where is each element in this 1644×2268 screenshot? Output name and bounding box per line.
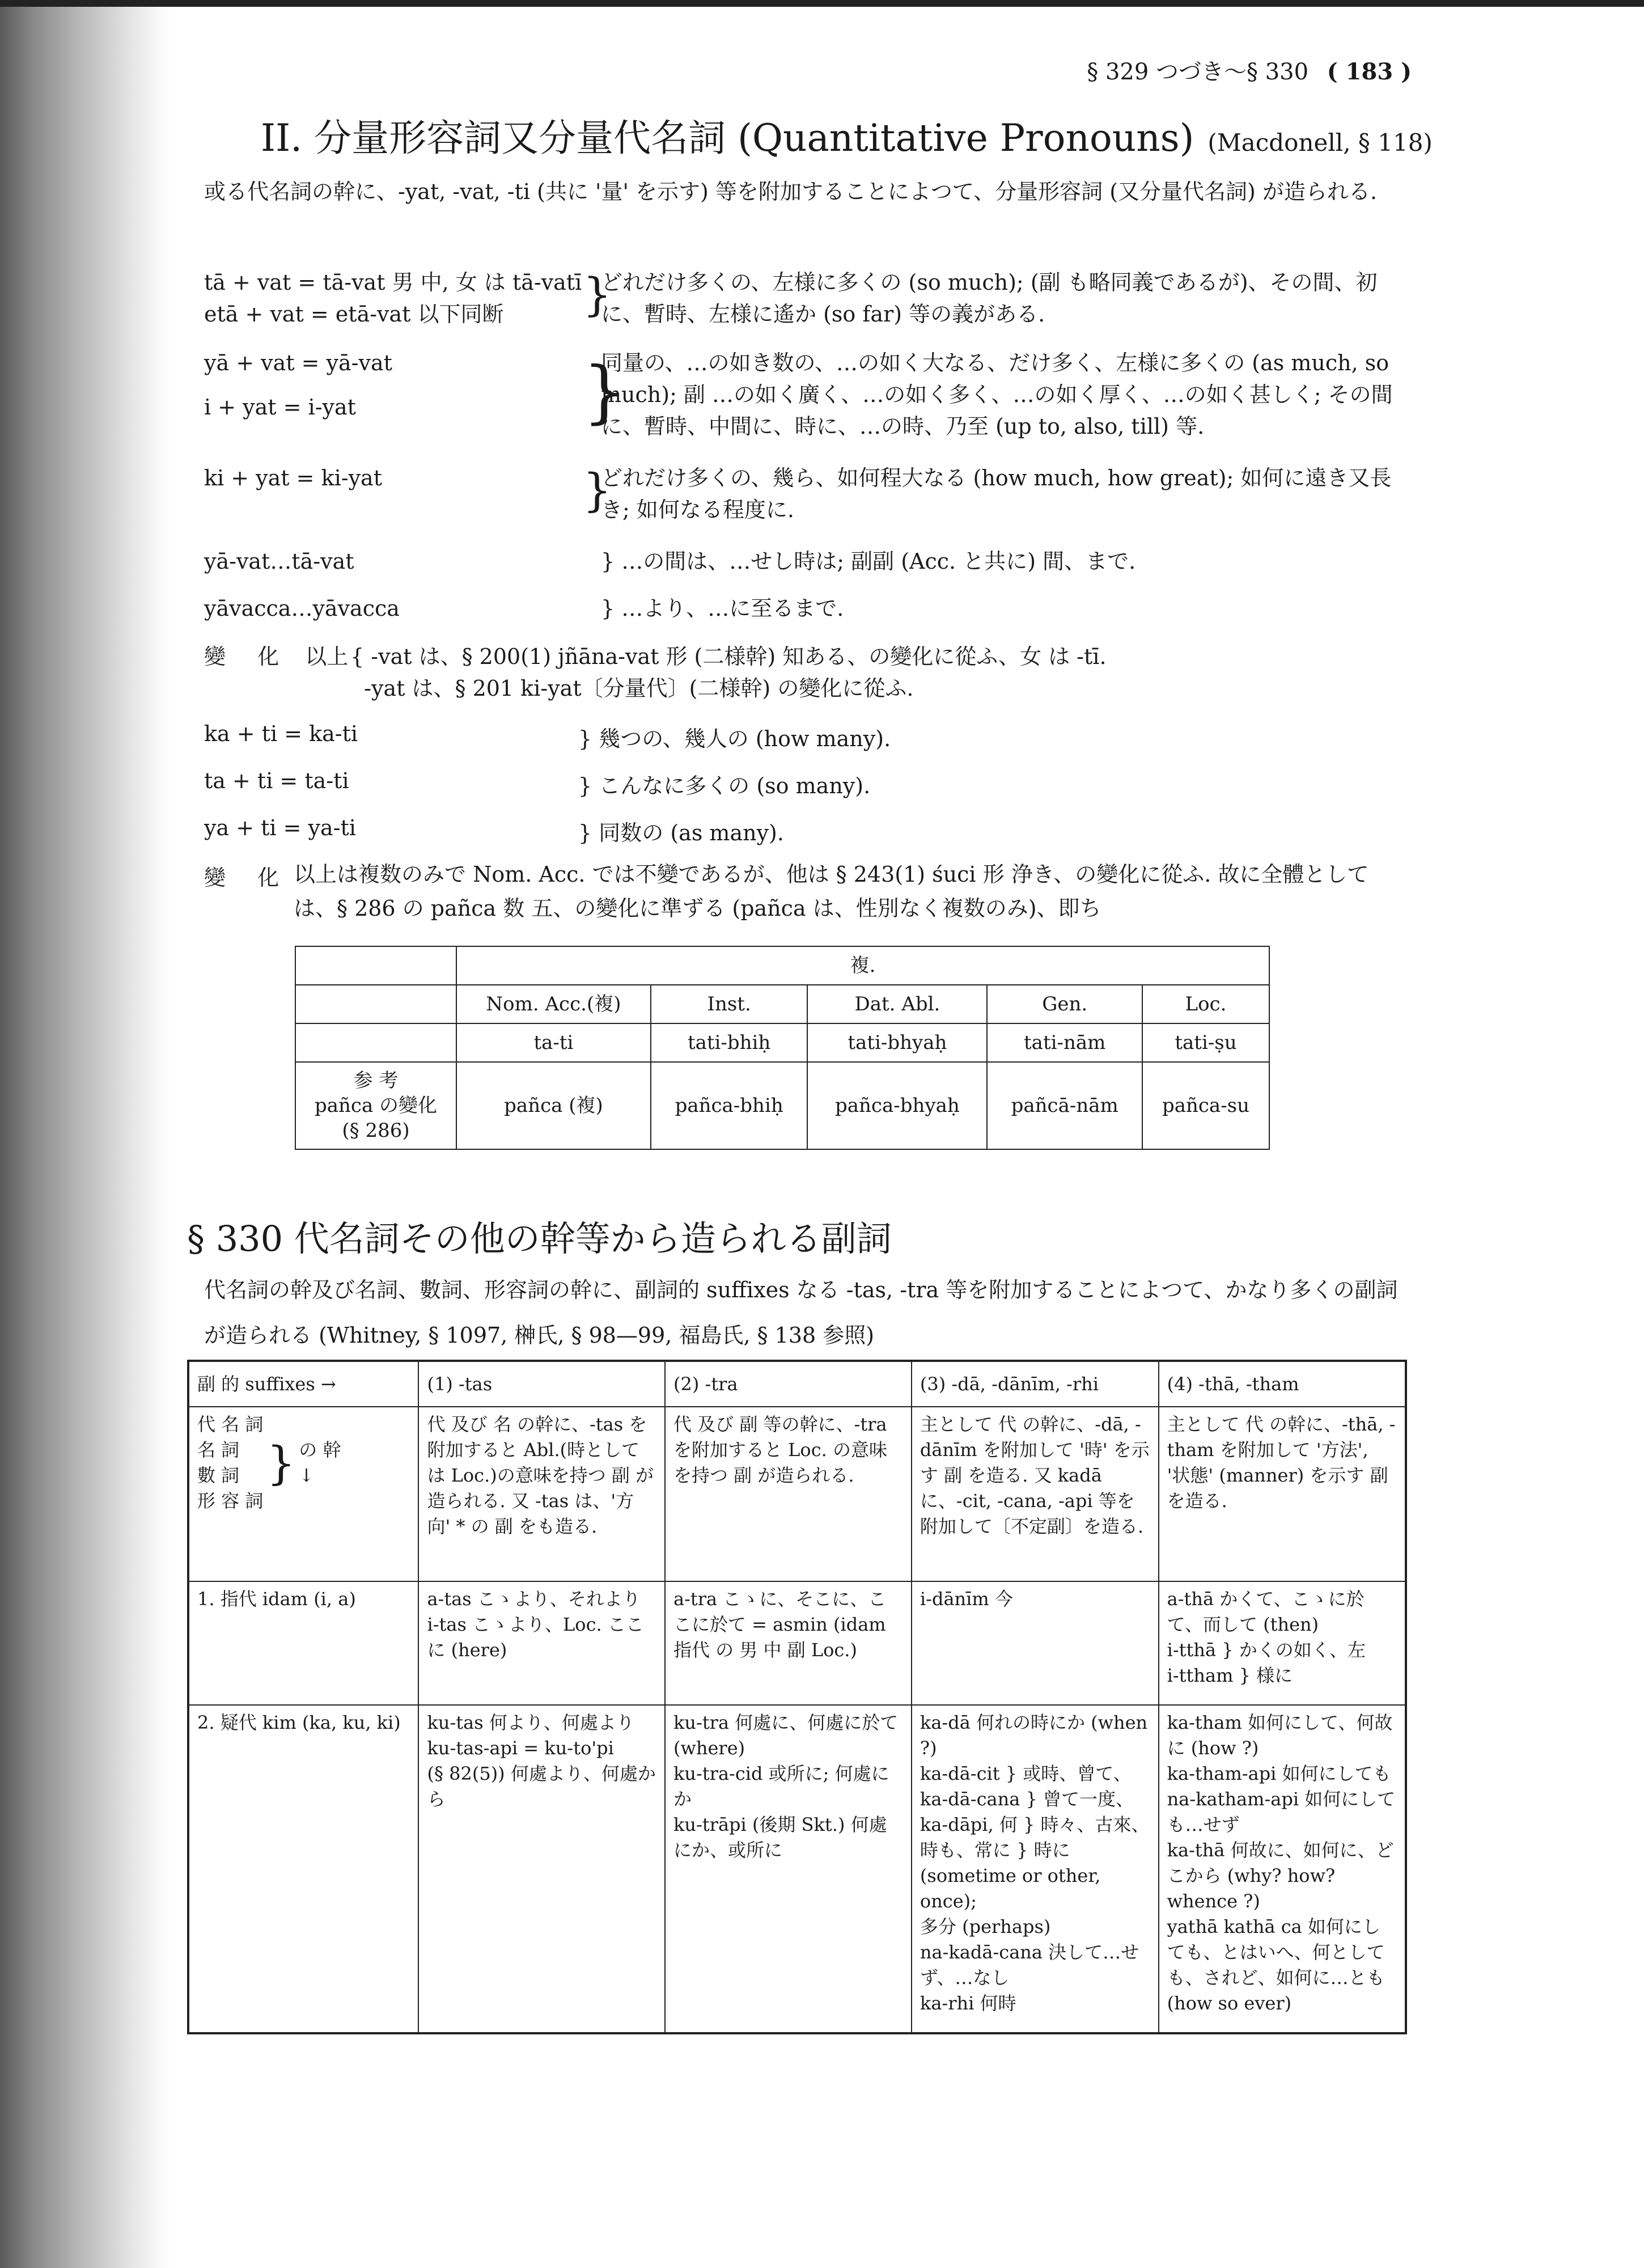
variation-line: { -vat は、§ 200(1) jñāna-vat 形 (二様幹) 知ある、の變化に從ふ、女 は -tī. <box>350 644 1107 669</box>
table-cell: 代 及び 名 の幹に、-tas を附加すると Abl.(時としては Loc.)の意味を持つ 副 が造られる. 又 -tas は、'方向' * の 副 をも造る. <box>418 1407 665 1581</box>
reference-label-cell <box>295 1062 456 1149</box>
table-cell <box>295 1023 456 1062</box>
declension-table <box>295 946 1270 1150</box>
variation-block-2 <box>204 862 298 894</box>
cell-line: ka-rhi 何時 <box>920 1992 1016 2014</box>
reference-label: 参 考 <box>353 1069 399 1092</box>
variation-block-1 <box>204 641 348 672</box>
cell-line: i-tthā } かくの如く、左 <box>1167 1639 1366 1661</box>
cell-line: ka-thā 何故に、如何に、どこから (why? how? whence ?) <box>1167 1839 1394 1912</box>
stem-list <box>197 1412 410 1514</box>
stem-item: 數 詞 <box>197 1465 240 1486</box>
table-cell <box>912 1581 1159 1705</box>
book-spine-shadow <box>0 0 170 2268</box>
table-cell: 代 及び 副 等の幹に、-tra を附加すると Loc. の意味を持つ 副 が造られる. <box>665 1407 912 1581</box>
table-cell: 主として 代 の幹に、-thā, -tham を附加して '方法', '状態' (manner) を示す 副 を造る. <box>1159 1407 1406 1581</box>
table-cell <box>665 1705 912 2033</box>
cell-line: i-dānīm 今 <box>920 1588 1013 1610</box>
brace: } <box>583 268 612 321</box>
table-cell <box>295 985 456 1023</box>
brace: } <box>266 1436 296 1490</box>
variation-label: 變 化 <box>204 865 292 890</box>
table-row <box>188 1705 1406 2033</box>
formula-desc-text: …より、…に至るまで. <box>621 596 844 621</box>
table-cell: pañca-bhyaḥ <box>807 1062 987 1149</box>
cell-line: a-thā かくて、こゝに於て、而して (then) <box>1167 1588 1365 1635</box>
formula-line: i + yat = i-yat <box>204 395 356 420</box>
cell-line: i-tas こゝより、Loc. ここに (here) <box>427 1614 644 1661</box>
table-cell <box>418 1705 665 2033</box>
formula2-rhs-text: こんなに多くの (so many). <box>599 773 871 798</box>
stem-suffix-text: の 幹 <box>299 1439 341 1461</box>
stem-cell: 1. 指代 idam (i, a) <box>188 1581 418 1705</box>
column-header: (2) -tra <box>665 1361 912 1407</box>
formula-block-2 <box>204 347 392 423</box>
formula2-rhs-text: 同数の (as many). <box>599 820 784 845</box>
cell-line: ka-tham 如何にして、何故に (how ?) <box>1167 1712 1393 1759</box>
top-border <box>0 0 1644 7</box>
formula-line: yā-vat…tā-vat <box>204 549 354 574</box>
variation-text-2: 以上は複数のみで Nom. Acc. では不變であるが、他は § 243(1) śuci 形 浄き、の變化に從ふ. 故に全體としては、§ 286 の pañca 数 五、の變化に準ずる (pañca は、性別なく複数のみ)、即ち <box>294 862 1369 921</box>
variation-lines-1 <box>350 641 1107 704</box>
section-intro: 代名詞の幹及び名詞、數詞、形容詞の幹に、副詞的 suffixes なる -tas, -tra 等を附加することによつて、かなり多くの副詞が造られる (Whitney, § 1097, 榊氏, § 98—99, 福島氏, § 138 参照) <box>204 1277 1398 1348</box>
table-cell <box>912 1705 1159 2033</box>
table-cell: pañca (複) <box>456 1062 651 1149</box>
table-cell: pañcā-nām <box>987 1062 1142 1149</box>
formula2-rhs-text: 幾つの、幾人の (how many). <box>599 726 891 751</box>
table-cell: tati-ṣu <box>1142 1023 1269 1062</box>
cell-line: ku-trāpi (後期 Skt.) 何處にか、或所に <box>673 1814 887 1861</box>
formula-line: yāvacca…yāvacca <box>204 596 400 621</box>
formula-desc-1: どれだけ多くの、左様に多くの (so much); (副 も略同義であるが)、その間、初に、暫時、左様に遙か (so far) 等の義がある. <box>601 270 1378 327</box>
column-header: Inst. <box>651 985 807 1023</box>
cell-line: ka-tham-api 如何にしても <box>1167 1763 1391 1784</box>
table-cell: tati-nām <box>987 1023 1142 1062</box>
column-header: Dat. Abl. <box>807 985 987 1023</box>
adverb-table <box>187 1360 1407 2034</box>
stem-item: 名 詞 <box>197 1439 240 1461</box>
column-header: Loc. <box>1142 985 1269 1023</box>
table-cell: tati-bhyaḥ <box>807 1023 987 1062</box>
cell-line: ku-tra 何處に、何處に於て (where) <box>673 1712 899 1759</box>
table-cell <box>665 1581 912 1705</box>
cell-line: 時も、常に } 時に(sometime or other, once); <box>920 1839 1101 1912</box>
formula-line: ki + yat = ki-yat <box>204 466 382 490</box>
formula-desc-3: どれだけ多くの、幾ら、如何程大なる (how much, how great); 如何に遠き又長き; 如何なる程度に. <box>601 466 1392 522</box>
intro-paragraph: 或る代名詞の幹に、-yat, -vat, -ti (共に '量' を示す) 等を附加することによつて、分量形容詞 (又分量代名詞) が造られる. <box>204 179 1378 204</box>
formula2-rhs: } 同数の (as many). <box>578 820 784 845</box>
cell-line: ka-dāpi, 何 } 時々、古來、 <box>920 1814 1150 1835</box>
title-text: II. 分量形容詞又分量代名詞 (Quantitative Pronouns) <box>261 116 1194 160</box>
title-ref: (Macdonell, § 118) <box>1207 129 1433 156</box>
page-header <box>1087 54 1412 86</box>
table-cell: 主として 代 の幹に、-dā, -dānīm を附加して '時' を示す 副 を造る. 又 kadā に、-cit, -cana, -api 等を附加して〔不定副〕を造る. <box>912 1407 1159 1581</box>
column-header: Nom. Acc.(複) <box>456 985 651 1023</box>
table-cell <box>295 946 456 985</box>
reference-label: pañca の變化 <box>314 1094 438 1117</box>
formula-line: yā + vat = yā-vat <box>204 350 392 375</box>
table-row <box>295 985 1269 1023</box>
table-cell: ta-ti <box>456 1023 651 1062</box>
formula2-lhs: ya + ti = ya-ti <box>204 815 356 840</box>
table-row <box>295 1062 1269 1149</box>
stem-items <box>197 1412 263 1514</box>
formula-desc-5: } …より、…に至るまで. <box>601 596 844 621</box>
table-cell: tati-bhiḥ <box>651 1023 807 1062</box>
table-row <box>295 1023 1269 1062</box>
variation-prefix: 以上 <box>305 644 349 669</box>
cell-line: ku-tas-api = ku-to'pi <box>427 1737 614 1759</box>
formula-block-4 <box>204 545 354 577</box>
cell-line: a-tra こゝに、そこに、ここに於て = asmin (idam 指代 の 男 中 副 Loc.) <box>673 1588 887 1661</box>
table-cell <box>1159 1705 1406 2033</box>
page-title <box>261 108 1433 162</box>
formula-line: etā + vat = etā-vat 以下同断 <box>204 302 504 327</box>
cell-line: i-ttham } 様に <box>1167 1665 1293 1686</box>
cell-line: ku-tas 何より、何處より <box>427 1712 634 1733</box>
variation-label: 變 化 <box>204 644 292 669</box>
variation-line-text: -vat は、§ 200(1) jñāna-vat 形 (二様幹) 知ある、の變化に從ふ、女 は -tī. <box>371 644 1107 669</box>
cell-line: ka-dā-cit } 或時、曾て、 <box>920 1763 1132 1784</box>
stem-cell: 2. 疑代 kim (ka, ku, ki) <box>188 1705 418 2033</box>
stem-cell <box>188 1407 418 1581</box>
cell-line: a-tas こゝより、それより <box>427 1588 641 1610</box>
formula-block-5 <box>204 593 400 624</box>
variation-line-text: -yat は、§ 201 ki-yat〔分量代〕(二様幹) の變化に從ふ. <box>364 676 914 701</box>
column-header: Gen. <box>987 985 1142 1023</box>
variation-line <box>350 672 1107 704</box>
reference-label: (§ 286) <box>342 1119 410 1142</box>
table-row <box>188 1407 1406 1581</box>
cell-line: 多分 (perhaps) <box>920 1916 1051 1937</box>
formula-block-1 <box>204 266 582 330</box>
table-cell <box>418 1581 665 1705</box>
formula2-rhs: } こんなに多くの (so many). <box>578 773 871 798</box>
table-header-plural: 複. <box>456 946 1269 985</box>
cell-line: na-kadā-cana 決して…せず、…なし <box>920 1941 1139 1988</box>
cell-line: ka-dā-cana } 曾て一度、 <box>920 1788 1134 1810</box>
table-row <box>188 1581 1406 1705</box>
page-number: ( 183 ) <box>1327 58 1412 85</box>
cell-line: (§ 82(5)) 何處より、何處から <box>427 1763 656 1810</box>
column-header: 副 的 suffixes → <box>188 1361 418 1407</box>
formula-desc-2: 同量の、…の如き数の、…の如く大なる、だけ多く、左様に多くの (as much, so much); 副 …の如く廣く、…の如く多く、…の如く厚く、…の如く甚しく; その間に、暫時、中間に、時に、…の時、乃至 (up to, also, till) 等. <box>601 350 1393 439</box>
table-cell <box>1159 1581 1406 1705</box>
table-header-row <box>188 1361 1406 1407</box>
cell-line: yathā kathā ca 如何にしても、とはいへ、何としても、されど、如何に…とも (how so ever) <box>1167 1916 1385 2014</box>
table-cell: pañca-su <box>1142 1062 1269 1149</box>
table-row <box>295 946 1269 985</box>
column-header: (4) -thā, -tham <box>1159 1361 1406 1407</box>
formula-desc-4: } …の間は、…せし時は; 副副 (Acc. と共に) 間、まで. <box>601 549 1136 574</box>
brace: } <box>583 353 626 431</box>
formula-line: tā + vat = tā-vat 男 中, 女 は tā-vatī <box>204 270 582 295</box>
formula-desc-text: …の間は、…せし時は; 副副 (Acc. と共に) 間、まで. <box>621 549 1136 574</box>
stem-suffix: の 幹 ↓ <box>299 1439 341 1486</box>
cell-line: na-katham-api 如何にしても…せず <box>1167 1788 1396 1835</box>
brace: } <box>583 464 612 517</box>
formula-block-3 <box>204 462 382 494</box>
stem-item: 代 名 詞 <box>197 1414 264 1435</box>
formula2-lhs: ka + ti = ka-ti <box>204 721 358 746</box>
table-cell: pañca-bhiḥ <box>651 1062 807 1149</box>
stem-item: 形 容 詞 <box>197 1490 264 1512</box>
formula2-rhs: } 幾つの、幾人の (how many). <box>578 726 891 751</box>
column-header: (3) -dā, -dānīm, -rhi <box>912 1361 1159 1407</box>
column-header: (1) -tas <box>418 1361 665 1407</box>
cell-line: ku-tra-cid 或所に; 何處にか <box>673 1763 889 1810</box>
cell-line: ka-dā 何れの時にか (when ?) <box>920 1712 1148 1759</box>
section-title: § 330 代名詞その他の幹等から造られる副詞 <box>187 1218 892 1259</box>
formula2-lhs: ta + ti = ta-ti <box>204 768 349 793</box>
section-range: § 329 つづき～§ 330 <box>1087 59 1309 85</box>
